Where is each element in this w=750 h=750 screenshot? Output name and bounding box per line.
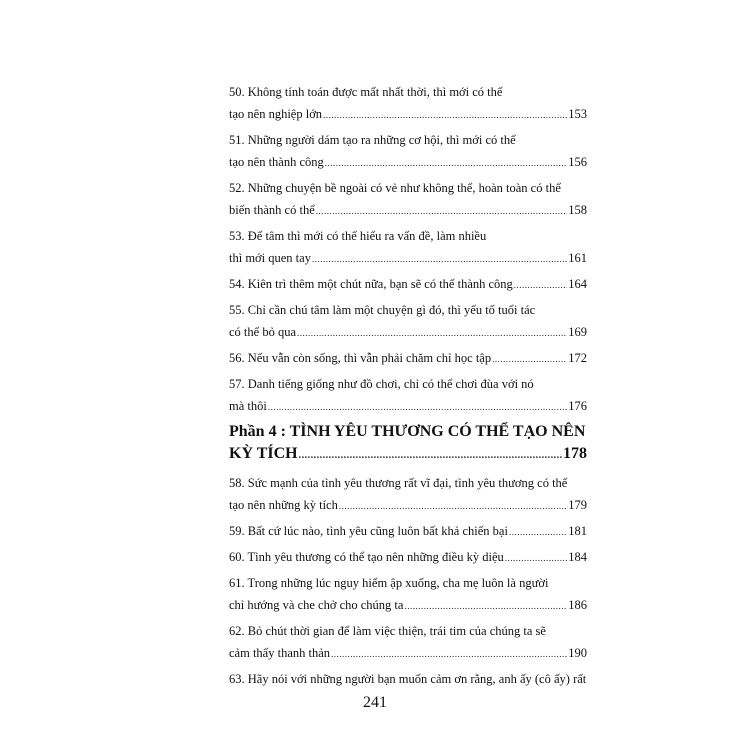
toc-page-number: 158 — [568, 203, 587, 217]
toc-entry-title-line1: 55. Chỉ cần chú tâm làm một chuyện gì đó, thì yếu tố tuổi tác — [229, 303, 536, 317]
dot-leader — [312, 248, 567, 270]
dot-leader — [299, 445, 562, 467]
toc-entry-51 — [229, 129, 587, 174]
toc-page-number: 169 — [568, 325, 587, 339]
dot-leader — [323, 104, 567, 126]
toc-entry-54 — [229, 273, 587, 296]
toc-entry-59 — [229, 520, 587, 543]
toc-page-number: 161 — [568, 251, 587, 265]
toc-entry-title-line1: 53. Để tâm thì mới có thể hiểu ra vấn đề, làm nhiều — [229, 229, 487, 243]
dot-leader — [492, 348, 567, 370]
toc-page-number: 153 — [568, 107, 587, 121]
toc-page-number: 181 — [568, 524, 587, 538]
dot-leader — [325, 152, 567, 174]
toc-entry-title-line1: 58. Sức mạnh của tình yêu thương rất vĩ đại, tình yêu thương có thể — [229, 476, 568, 490]
dot-leader — [316, 200, 568, 222]
dot-leader — [297, 322, 567, 344]
toc-entry-title-line1: 50. Không tính toán được mất nhất thời, thì mới có thể — [229, 85, 503, 99]
toc-entry-title-line1: 51. Những người dám tạo ra những cơ hội, thì mới có thể — [229, 133, 516, 147]
toc-page-number: 172 — [568, 351, 587, 365]
toc-entry-title-line2: chỉ hướng và che chở cho chúng ta — [229, 598, 404, 612]
toc-entry-title-line2: tạo nên nghiệp lớn — [229, 107, 323, 121]
dot-leader — [339, 495, 567, 517]
toc-page-number: 176 — [568, 399, 587, 413]
toc-page-number: 186 — [568, 598, 587, 612]
toc-entry-title-line2: tạo nên thành công — [229, 155, 324, 169]
toc-entry-title: 60. Tình yêu thương có thể tạo nên những điều kỳ diệu — [229, 550, 504, 564]
dot-leader — [514, 274, 567, 296]
toc-entry-57 — [229, 373, 587, 418]
toc-page-number: 179 — [568, 498, 587, 512]
part-title-line1: Phần 4 : TÌNH YÊU THƯƠNG CÓ THỂ TẠO NÊN — [229, 423, 586, 440]
toc-entry-62 — [229, 620, 587, 665]
toc-entry-title-line2: mà thôi — [229, 399, 267, 413]
part-title-line2: KỲ TÍCH — [229, 445, 298, 462]
toc-entry-title-line1: 57. Danh tiếng giống như đồ chơi, chỉ có thể chơi đùa với nó — [229, 377, 534, 391]
toc-page-number: 156 — [568, 155, 587, 169]
toc-entry-title-line2: tạo nên những kỳ tích — [229, 498, 338, 512]
toc-page-number: 164 — [568, 277, 587, 291]
toc-entry-title-line1: 63. Hãy nói với những người bạn muốn cảm ơn rằng, anh ấy (cô ấy) rất — [229, 672, 587, 686]
toc-entry-61 — [229, 572, 587, 617]
page-number: 241 — [363, 694, 387, 711]
toc-entry-53 — [229, 225, 587, 270]
dot-leader — [268, 396, 567, 418]
toc-entry-title-line2: biến thành có thể — [229, 203, 315, 217]
toc-part-heading — [229, 421, 587, 467]
toc-page-number: 184 — [568, 550, 587, 564]
toc-entry-56 — [229, 347, 587, 370]
toc-entry-title-line2: có thể bỏ qua — [229, 325, 296, 339]
toc-entry-58 — [229, 472, 587, 517]
toc-entry-63 — [229, 668, 587, 690]
toc-entry-55 — [229, 299, 587, 344]
dot-leader — [509, 521, 567, 543]
toc-entry-title: 56. Nếu vẫn còn sống, thì vẫn phải chăm chỉ học tập — [229, 351, 492, 365]
toc-entry-50 — [229, 81, 587, 126]
toc-entry-title-line1: 52. Những chuyện bề ngoài có vẻ như không thể, hoàn toàn có thể — [229, 181, 561, 195]
toc-entry-60 — [229, 546, 587, 569]
toc-entry-title-line1: 61. Trong những lúc nguy hiểm ập xuống, cha mẹ luôn là người — [229, 576, 549, 590]
table-of-contents — [229, 81, 587, 693]
toc-entry-52 — [229, 177, 587, 222]
toc-entry-title: 54. Kiên trì thêm một chút nữa, bạn sẽ có thể thành công — [229, 277, 513, 291]
dot-leader — [331, 643, 567, 665]
toc-page-number: 190 — [568, 646, 587, 660]
toc-entry-title: 59. Bất cứ lúc nào, tình yêu cũng luôn bất khả chiến bại — [229, 524, 508, 538]
dot-leader — [404, 595, 567, 617]
toc-page-number: 178 — [563, 445, 587, 462]
toc-entry-title-line2: thì mới quen tay — [229, 251, 311, 265]
dot-leader — [505, 547, 568, 569]
toc-entry-title-line1: 62. Bỏ chút thời gian để làm việc thiện, trái tim của chúng ta sẽ — [229, 624, 546, 638]
toc-entry-title-line2: cảm thấy thanh thản — [229, 646, 331, 660]
